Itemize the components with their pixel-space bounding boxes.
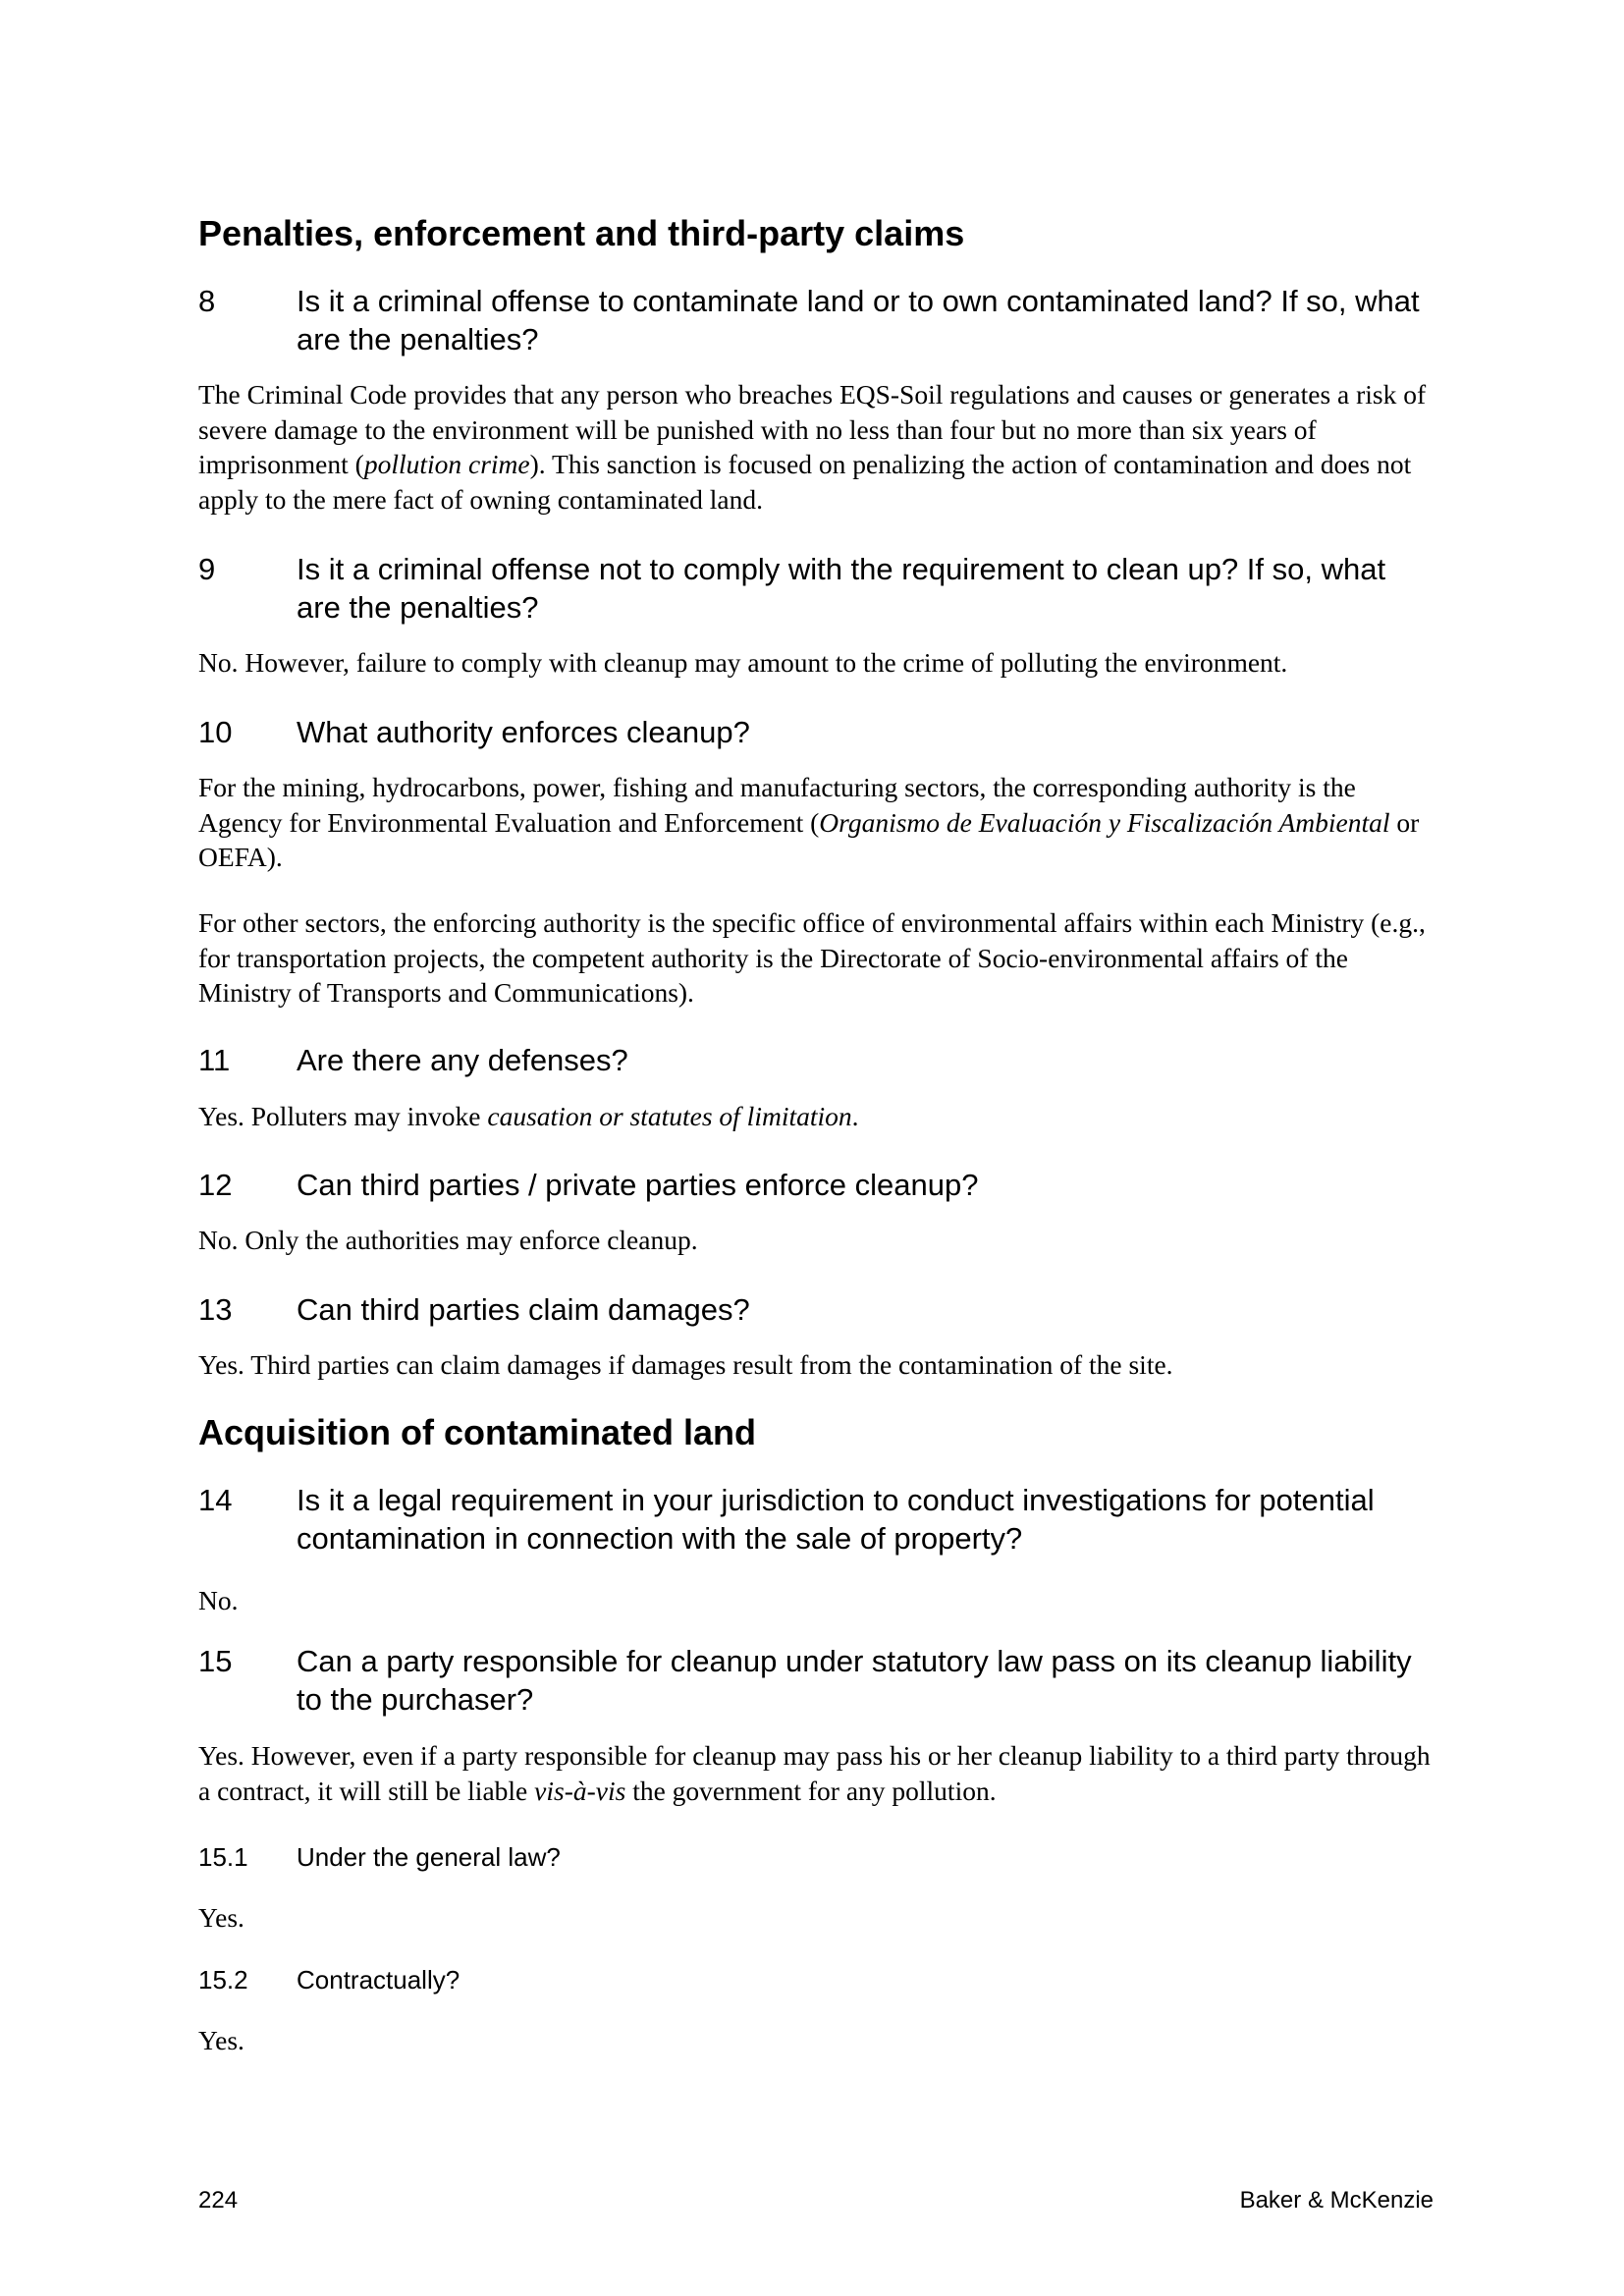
section-heading-acquisition: Acquisition of contaminated land xyxy=(198,1412,757,1452)
answer-8: The Criminal Code provides that any person who breaches EQS-Soil regulations and causes or generates a risk of severe damage to the environment will be punished with no less than four but no more than six years of imprisonment (pollution crime). This sanction is focused on penalizing the action of contamination and does not apply to the mere fact of owning contaminated land. xyxy=(198,379,1427,515)
question-number: 14 xyxy=(198,1483,233,1517)
answer-15-2: Yes. xyxy=(198,2025,244,2055)
question-number: 15.2 xyxy=(198,1965,248,1995)
question-number: 13 xyxy=(198,1292,233,1327)
answer-11: Yes. Polluters may invoke causation or statutes of limitation. xyxy=(198,1101,859,1131)
question-text: Is it a criminal offense to contaminate land or to own contaminated land? If so, what are the penalties? xyxy=(297,284,1420,356)
question-number: 12 xyxy=(198,1168,233,1202)
answer-15-1: Yes. xyxy=(198,1902,244,1933)
answer-10-b: For other sectors, the enforcing authority is the specific office of environmental affairs within each Ministry (e.g., for transportation projects, the competent authority is the Directorate of Socio-environmental affairs of the Ministry of Transports and Communications). xyxy=(198,907,1426,1008)
question-number: 11 xyxy=(198,1043,231,1077)
question-text: Are there any defenses? xyxy=(297,1043,628,1077)
answer-14: No. xyxy=(198,1585,239,1615)
question-10 xyxy=(198,713,1434,751)
question-text: Can third parties / private parties enforce cleanup? xyxy=(297,1168,979,1202)
question-9 xyxy=(198,550,1434,627)
answer-15: Yes. However, even if a party responsible for cleanup may pass his or her cleanup liability to a third party through a contract, it will still be liable vis-à-vis the government for any pollution. xyxy=(198,1740,1431,1806)
question-number: 10 xyxy=(198,715,233,749)
answer-12: No. Only the authorities may enforce cleanup. xyxy=(198,1225,698,1255)
question-text: Under the general law? xyxy=(297,1842,561,1872)
question-15-2 xyxy=(198,1963,1434,1996)
page-number: 224 xyxy=(198,2187,239,2214)
question-text: Contractually? xyxy=(297,1965,460,1995)
question-number: 15 xyxy=(198,1644,233,1678)
question-15-1 xyxy=(198,1840,1434,1874)
question-15 xyxy=(198,1642,1434,1719)
question-number: 8 xyxy=(198,284,216,318)
question-text: Can third parties claim damages? xyxy=(297,1292,750,1327)
question-text: Is it a legal requirement in your jurisdiction to conduct investigations for potential contamination in connection with the sale of property? xyxy=(297,1483,1375,1556)
question-8 xyxy=(198,282,1434,358)
question-text: Can a party responsible for cleanup under statutory law pass on its cleanup liability to the purchaser? xyxy=(297,1644,1412,1717)
question-number: 15.1 xyxy=(198,1842,248,1872)
footer-firm-name: Baker & McKenzie xyxy=(1239,2187,1434,2214)
question-11 xyxy=(198,1041,1434,1079)
section-heading-penalties: Penalties, enforcement and third-party claims xyxy=(198,213,965,253)
answer-13: Yes. Third parties can claim damages if damages result from the contamination of the site. xyxy=(198,1349,1173,1380)
question-text: What authority enforces cleanup? xyxy=(297,715,750,749)
question-13 xyxy=(198,1290,1434,1329)
question-14 xyxy=(198,1481,1434,1558)
answer-9: No. However, failure to comply with cleanup may amount to the crime of polluting the environment. xyxy=(198,647,1288,678)
question-number: 9 xyxy=(198,552,216,586)
question-text: Is it a criminal offense not to comply with the requirement to clean up? If so, what are the penalties? xyxy=(297,552,1386,625)
question-12 xyxy=(198,1166,1434,1204)
answer-10-a: For the mining, hydrocarbons, power, fishing and manufacturing sectors, the corresponding authority is the Agency for Environmental Evaluation and Enforcement (Organismo de Evaluación y Fiscalización Ambiental or OEFA). xyxy=(198,772,1420,872)
